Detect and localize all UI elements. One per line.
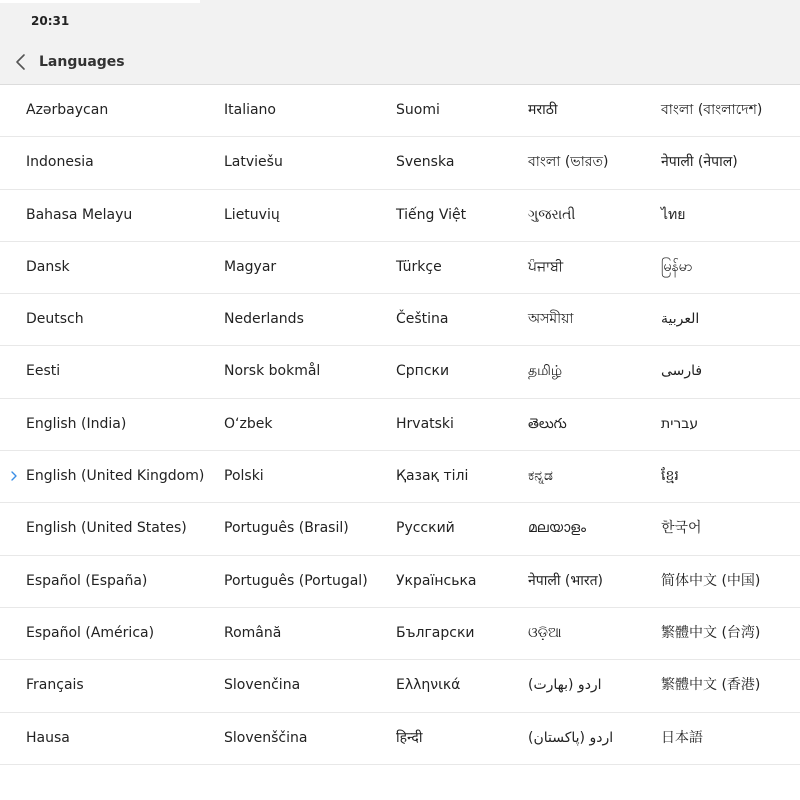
language-option[interactable]: 简体中文 (中国) bbox=[661, 572, 761, 589]
language-row bbox=[0, 242, 800, 294]
language-option[interactable]: Nederlands bbox=[224, 311, 304, 328]
language-option[interactable]: 繁體中文 (香港) bbox=[661, 677, 761, 694]
language-option[interactable]: Suomi bbox=[396, 102, 440, 118]
language-option[interactable]: 日本語 bbox=[661, 729, 703, 746]
language-option[interactable]: ไทย bbox=[661, 206, 686, 223]
language-option[interactable]: Tiếng Việt bbox=[396, 206, 467, 223]
chevron-left-icon bbox=[10, 50, 32, 74]
language-row bbox=[0, 399, 800, 451]
page-title: Languages bbox=[39, 54, 125, 70]
language-option[interactable]: Español (España) bbox=[26, 572, 148, 589]
language-option[interactable]: עברית bbox=[661, 415, 699, 432]
language-row bbox=[0, 608, 800, 660]
status-bar bbox=[0, 0, 800, 40]
language-option[interactable]: Русский bbox=[396, 520, 455, 537]
status-time: 20:31 bbox=[31, 14, 70, 28]
language-option[interactable]: O‘zbek bbox=[224, 415, 273, 432]
language-row bbox=[0, 190, 800, 242]
language-option[interactable]: বাংলা (ভারত) bbox=[528, 154, 609, 171]
language-option[interactable]: Türkçe bbox=[396, 258, 442, 275]
language-option[interactable]: Polski bbox=[224, 468, 264, 485]
language-option[interactable]: मराठी bbox=[528, 102, 558, 118]
language-option[interactable]: Български bbox=[396, 624, 475, 641]
language-option[interactable]: Eesti bbox=[26, 363, 61, 380]
language-option[interactable]: العربية bbox=[661, 311, 700, 328]
language-option[interactable]: Українська bbox=[396, 572, 477, 589]
language-option[interactable]: اردو (بھارت) bbox=[528, 677, 602, 694]
language-option[interactable]: Dansk bbox=[26, 258, 70, 275]
language-option[interactable]: Español (América) bbox=[26, 624, 155, 641]
language-option[interactable]: Ελληνικά bbox=[396, 677, 461, 694]
language-option[interactable]: Slovenščina bbox=[224, 729, 308, 746]
language-option[interactable]: नेपाली (नेपाल) bbox=[661, 154, 738, 171]
language-option[interactable]: Indonesia bbox=[26, 154, 94, 171]
language-option[interactable]: မြန်မာ bbox=[661, 258, 693, 275]
language-option[interactable]: Қазақ тілі bbox=[396, 468, 469, 485]
language-option[interactable]: ਪੰਜਾਬੀ bbox=[528, 258, 564, 275]
language-option[interactable]: తెలుగు bbox=[528, 415, 567, 432]
language-option[interactable]: Hrvatski bbox=[396, 415, 454, 432]
selected-chevron-icon bbox=[10, 471, 18, 481]
language-option[interactable]: Bahasa Melayu bbox=[26, 206, 133, 223]
language-option[interactable]: Lietuvių bbox=[224, 206, 280, 223]
language-option[interactable]: தமிழ் bbox=[528, 363, 563, 380]
language-row bbox=[0, 660, 800, 712]
language-option[interactable]: Română bbox=[224, 624, 282, 641]
language-option[interactable]: فارسی bbox=[661, 363, 703, 380]
language-option[interactable]: हिन्दी bbox=[396, 729, 423, 746]
language-option[interactable]: English (India) bbox=[26, 415, 127, 432]
language-option[interactable]: Português (Brasil) bbox=[224, 520, 349, 537]
language-option[interactable]: Português (Portugal) bbox=[224, 572, 368, 589]
language-option[interactable]: Azərbaycan bbox=[26, 102, 109, 118]
language-option[interactable]: Svenska bbox=[396, 154, 455, 171]
header-bar bbox=[0, 40, 800, 85]
language-row bbox=[0, 556, 800, 608]
language-option[interactable]: English (United States) bbox=[26, 520, 187, 537]
language-option[interactable]: Српски bbox=[396, 363, 450, 380]
language-option[interactable]: മലയാളം bbox=[528, 520, 587, 537]
language-option[interactable]: ខ្មែរ bbox=[661, 468, 679, 485]
language-option[interactable]: Čeština bbox=[396, 311, 449, 328]
language-option[interactable]: 한국어 bbox=[661, 520, 702, 537]
language-row bbox=[0, 294, 800, 346]
language-row bbox=[0, 451, 800, 503]
language-option[interactable]: Français bbox=[26, 677, 84, 694]
language-option[interactable]: Norsk bokmål bbox=[224, 363, 321, 380]
back-button[interactable] bbox=[10, 50, 32, 74]
language-row bbox=[0, 713, 800, 765]
language-row bbox=[0, 346, 800, 398]
language-row bbox=[0, 503, 800, 555]
language-option[interactable]: Magyar bbox=[224, 258, 277, 275]
language-option[interactable]: 繁體中文 (台湾) bbox=[661, 624, 761, 641]
language-option[interactable]: অসমীয়া bbox=[528, 311, 574, 328]
status-bar-divider bbox=[0, 0, 200, 3]
language-option[interactable]: ಕನ್ನಡ bbox=[528, 468, 553, 485]
language-option[interactable]: اردو (پاکستان) bbox=[528, 729, 614, 746]
language-grid bbox=[0, 85, 800, 765]
language-option[interactable]: English (United Kingdom) bbox=[26, 468, 205, 485]
language-option[interactable]: Slovenčina bbox=[224, 677, 301, 694]
language-row bbox=[0, 85, 800, 137]
language-option[interactable]: ଓଡ଼ିଆ bbox=[528, 624, 562, 641]
language-row bbox=[0, 137, 800, 189]
language-option[interactable]: Latviešu bbox=[224, 154, 283, 171]
language-option[interactable]: Deutsch bbox=[26, 311, 84, 328]
language-option[interactable]: नेपाली (भारत) bbox=[528, 572, 604, 589]
language-option[interactable]: Italiano bbox=[224, 102, 276, 118]
language-option[interactable]: বাংলা (বাংলাদেশ) bbox=[661, 102, 763, 118]
language-option[interactable]: Hausa bbox=[26, 729, 70, 746]
language-option[interactable]: ગુજરાતી bbox=[528, 206, 576, 223]
